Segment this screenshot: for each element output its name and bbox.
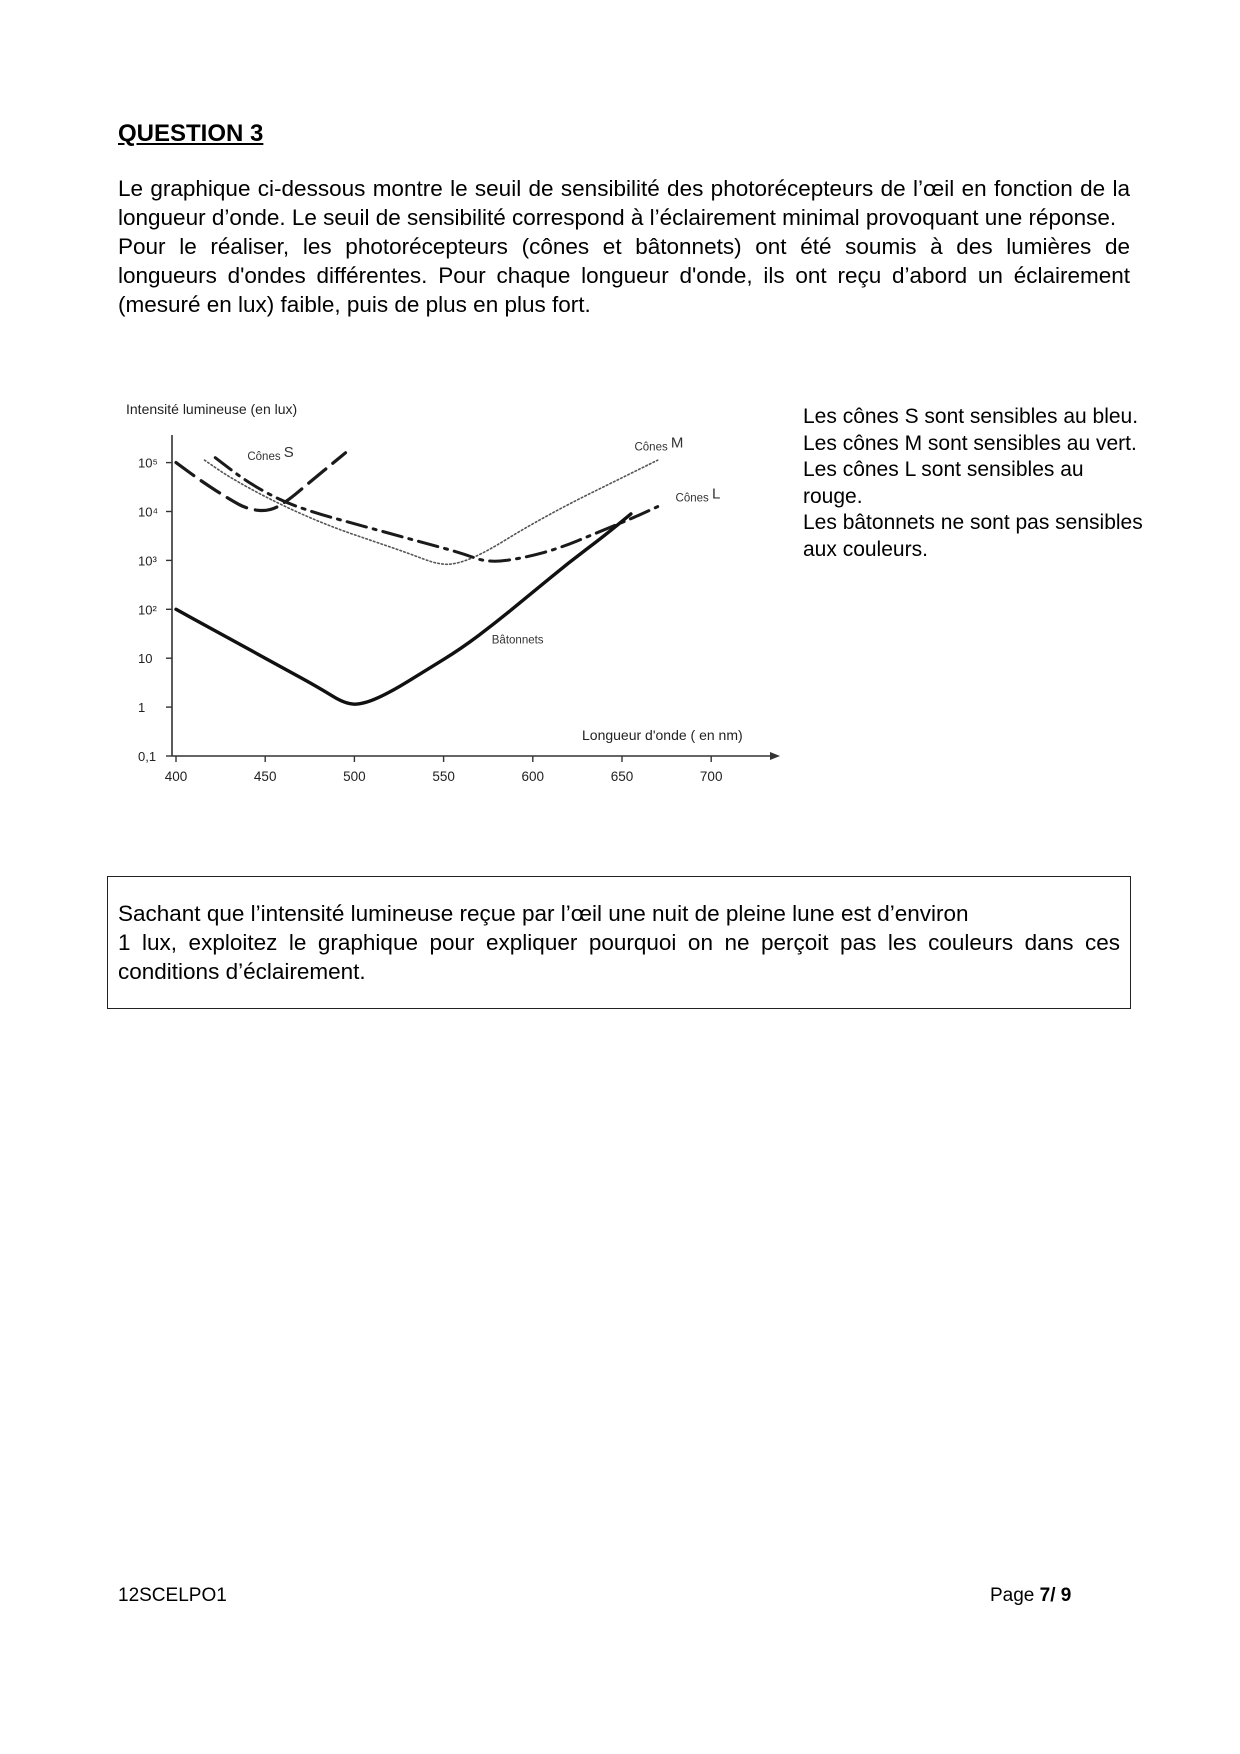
y-tick-label: 1 [138,700,146,716]
photoreceptor-notes [803,404,1143,563]
page-prefix: Page [990,1585,1040,1606]
document-code: 12SCELPO1 [118,1585,227,1606]
page-number [990,1585,1071,1607]
y-tick-label: 0,1 [138,749,157,764]
y-tick-label: 10² [138,602,157,618]
y-tick-label: 10 [138,651,153,667]
x-tick-label: 550 [432,769,455,784]
note-cones-s: Les cônes S sont sensibles au bleu. [803,405,1139,428]
y-tick-label: 10⁴ [138,504,159,520]
series-label-batonnets: Bâtonnets [491,634,544,647]
x-tick-label: 650 [610,769,634,784]
x-axis [165,752,780,784]
y-axis [138,435,172,764]
x-tick-label: 700 [699,769,723,784]
x-axis-arrow [770,752,780,760]
y-tick-label: 10³ [138,553,157,569]
intro-paragraph-2: Pour le réaliser, les photorécepteurs (cônes et bâtonnets) ont été soumis à des lumières de longueurs d'ondes différentes. Pour chaque longueur d'onde, ils ont reçu d’abord un éclairement (mesuré en lux) faible, puis de plus en plus fort. [118,234,1130,317]
series-label-cones-l: Cônes L [675,485,721,505]
sensitivity-chart [110,395,780,805]
note-cones-l: Les cônes L sont sensibles au rouge. [803,458,1084,508]
x-tick-label: 450 [253,769,277,784]
x-tick-label: 600 [521,769,545,784]
series-labels [247,434,720,646]
y-axis-label: Intensité lumineuse (en lux) [126,401,298,417]
y-tick-label: 10⁵ [138,455,158,471]
task-line-1: Sachant que l’intensité lumineuse reçue par l’œil une nuit de pleine lune est d’environ [118,901,969,926]
x-axis-label: Longueur d'onde ( en nm) [582,727,743,743]
note-batonnets: Les bâtonnets ne sont pas sensibles aux couleurs. [803,511,1143,561]
x-tick-label: 500 [343,769,366,784]
intro-paragraph-1: Le graphique ci-dessous montre le seuil de sensibilité des photorécepteurs de l’œil en fonction de la longueur d’onde. Le seuil de sensibilité correspond à l’éclairement minimal provoquant une réponse. [118,176,1130,230]
intro-text [118,174,1130,319]
series-label-cones-s: Cônes S [247,444,294,464]
task-line-2: 1 lux, exploitez le graphique pour expliquer pourquoi on ne perçoit pas les couleurs dans ces conditions d’éclairement. [118,930,1120,984]
task-box [107,876,1131,1009]
page-total: / 9 [1050,1585,1072,1606]
x-tick-label: 400 [164,769,188,784]
page-current: 7 [1039,1585,1051,1606]
series-label-cones-m: Cônes M [634,434,684,454]
question-title: QUESTION 3 [118,120,264,147]
series-lines [176,453,658,704]
note-cones-m: Les cônes M sont sensibles au vert. [803,431,1137,455]
series-line-batonnets [176,514,631,704]
